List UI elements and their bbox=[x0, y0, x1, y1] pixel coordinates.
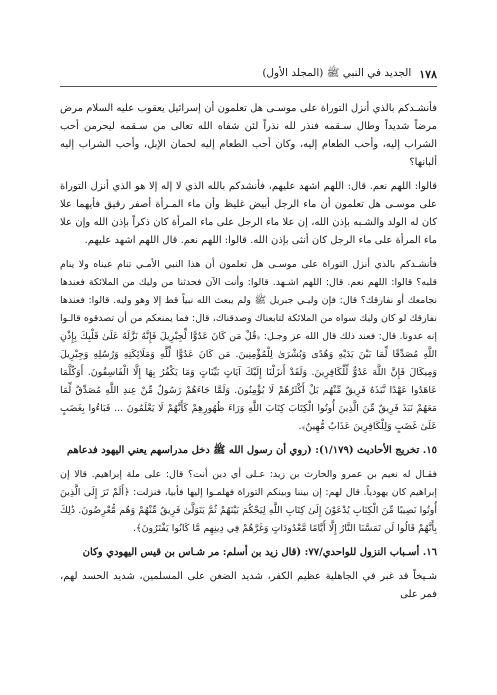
section-heading: ١٥. تخريج الأحاديث (١/١٧٩): (روي أن رسول الله ﷺ دخل مدراسهم يعني اليهود فدعاهم bbox=[66, 445, 437, 456]
paragraph: فأنشـدكم بالذي أنزل التوراة على موسـى هل تعلمون أن إسرائيل يعقوب عليه السلام مرض مرضاً شديداً وطال سـقمه فنذر لله نذراً لئن شفاه الله تعالى من سـقمه ليحرمن أحب الشراب إليه، وأحب الطعام إليه، وكان أحب الطعام إليه لحمان الإبل، وأحب الشراب إليه ألبانها؟ bbox=[60, 103, 437, 168]
paragraph: فأنشـدكم بالذي أنزل التوراة على موسـى هل تعلمون أن هذا النبي الأمـي تنام عيناه ولا ينام قلبه؟ قالوا: اللهم نعم. قال: اللهم اشـهد. قالوا: وأنت الآن فحدثنا من وليك من الملائكة فعندها نجامعك أو نفارقك؟ قال: فإن وليـي جبريل ﷺ ولم يبعث الله نبياً قط إلا وهو وليه. قالوا: فعندها نفارقك لو كان وليك سواه من الملائكة لتابعناك وصدقناك، قال: فما يمنعكم من أن تصدقوه قالـوا إنه عدونا. قال: فعند ذلك قال الله عز وجـل: ﴿قُلْ مَن كَانَ عَدُوًّا لِّجِبْرِيلَ فَإِنَّهُ نَزَّلَهُ عَلَىٰ قَلْبِكَ بِإِذْنِ اللَّهِ مُصَدِّقًا لِّمَا بَيْنَ يَدَيْهِ وَهُدًى وَبُشْرَىٰ لِلْمُؤْمِنِينَ. مَن كَانَ عَدُوًّا لِّلَّهِ وَمَلَائِكَتِهِ وَرُسُلِهِ وَجِبْرِيلَ وَمِيكَالَ فَإِنَّ اللَّهَ عَدُوٌّ لِّلْكَافِرِينَ. وَلَقَدْ أَنزَلْنَا إِلَيْكَ آيَاتٍ بَيِّنَاتٍ وَمَا يَكْفُرُ بِهَا إِلَّا الْفَاسِقُونَ. أَوَكُلَّمَا عَاهَدُوا عَهْدًا نَّبَذَهُ فَرِيقٌ مِّنْهُم بَلْ أَكْثَرُهُمْ لَا يُؤْمِنُونَ. وَلَمَّا جَاءَهُمْ رَسُولٌ مِّنْ عِندِ اللَّهِ مُصَدِّقٌ لِّمَا مَعَهُمْ نَبَذَ فَرِيقٌ مِّنَ الَّذِينَ أُوتُوا الْكِتَابَ كِتَابَ اللَّهِ وَرَاءَ ظُهُورِهِمْ كَأَنَّهُمْ لَا يَعْلَمُونَ ... فَبَاءُوا بِغَضَبٍ عَلَىٰ غَضَبٍ وَلِلْكَافِرِينَ عَذَابٌ مُّهِينٌ﴾. bbox=[60, 259, 437, 432]
section-body: شـيخاً قد غبر في الجاهلية عظيم الكفر، شديد الضغن على المسلمين، شديد الحسد لهم، فمر على bbox=[60, 571, 437, 600]
book-title: الجديد في النبي ﷺ (المجلد الأول) bbox=[262, 66, 412, 79]
page-header bbox=[60, 66, 437, 87]
page-number: ١٧٨ bbox=[419, 67, 437, 81]
section-body: فقـال له نعيم بن عمرو والحارث بن زيد: عـلى أي دين أنت؟ قال: على ملة إبراهيم. قالا إن إبراهيم كان يهودياً. قال لهم: إن بيننا وبينكم التوراة فهلمـوا إليها فأبيا، فنزلت: ﴿أَلَمْ تَرَ إِلَى الَّذِينَ أُوتُوا نَصِيبًا مِّنَ الْكِتَابِ يُدْعَوْنَ إِلَىٰ كِتَابِ اللَّهِ لِيَحْكُمَ بَيْنَهُمْ ثُمَّ يَتَوَلَّىٰ فَرِيقٌ مِّنْهُمْ وَهُم مُّعْرِضُونَ. ذَٰلِكَ بِأَنَّهُمْ قَالُوا لَن تَمَسَّنَا النَّارُ إِلَّا أَيَّامًا مَّعْدُودَاتٍ وَغَرَّهُمْ فِي دِينِهِم مَّا كَانُوا يَفْتَرُونَ﴾. bbox=[60, 469, 437, 534]
page-content bbox=[60, 100, 437, 610]
section-heading: ١٦. أسـباب النزول للواحدي/٧٧: (قال زيد بن أسلم: مر شـاس بن قيس اليهودي وكان bbox=[82, 547, 437, 558]
paragraph: قالوا: اللهم نعم. قال: اللهم اشهد عليهم، فأنشدكم بالله الذي لا إله إلا هو الذي أنزل التوراة على موسـى هل تعلمون أن ماء الرجل أبيض غليظ وأن ماء المـرأة أصفر رقيق فأيهما علا كان له الولد والشـبه بإذن الله، إن علا ماء الرجل على ماء المرأة كان ذكراً بإذن الله وإن علا ماء المرأة على ماء الرجل كان أنثى بإذن الله. قالوا: اللهم نعم. قال اللهم اشهد عليهم. bbox=[60, 181, 437, 246]
